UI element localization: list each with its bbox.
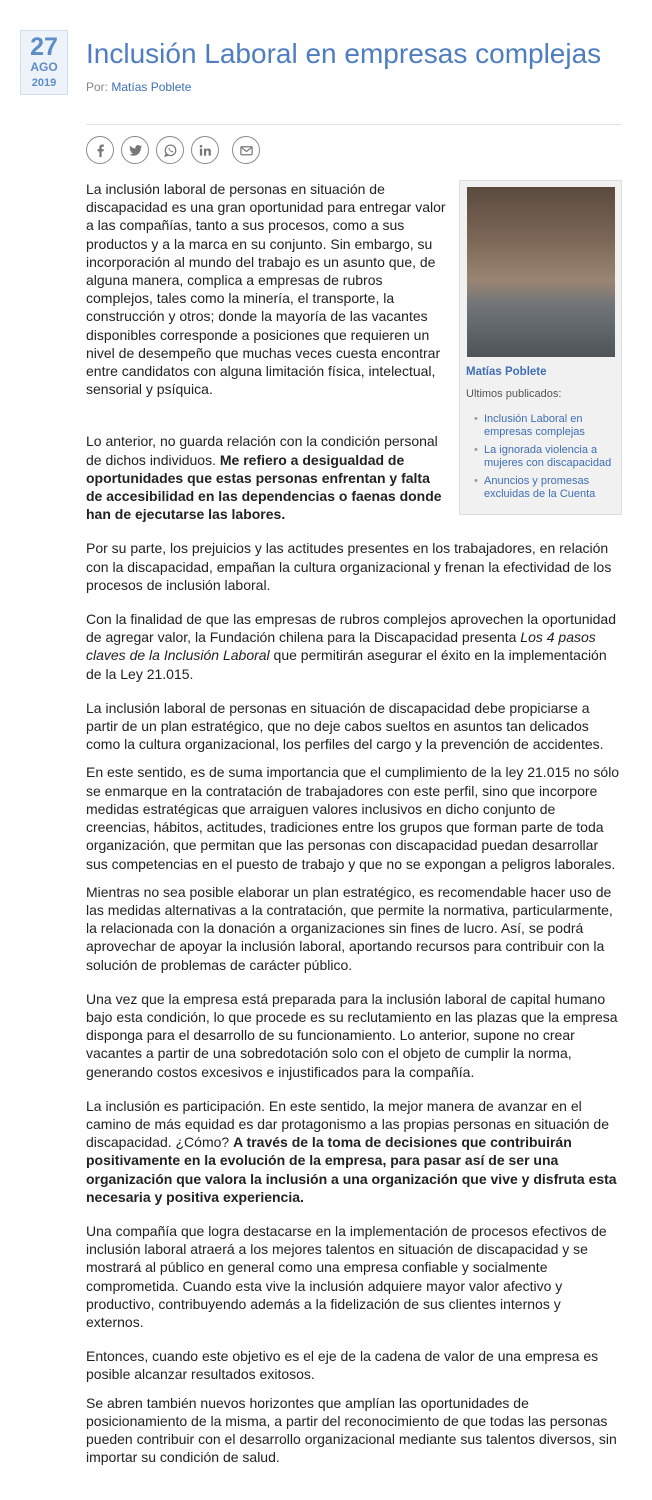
article-title: Inclusión Laboral en empresas complejas <box>86 38 602 69</box>
paragraph-text: Con la finalidad de que las empresas de rubros complejos aprovechen la oportunidad de agregar valor, la Fundación chilena para la Discapacidad presenta <box>86 611 616 646</box>
paragraph-italic: Los 4 pasos claves de la Inclusión Laboral <box>86 629 596 664</box>
paragraph: Mientras no sea posible elaborar un plan estratégico, es recomendable hacer uso de las medidas alternativas a la contratación, que permite la normativa, particularmente, la relacionada con la donación a organizaciones sin fines de lucro. Así, se podrá aprovechar de apoyar la inclusión laboral, aportando recursos para contribuir con la solución de problemas de carácter público. <box>86 883 613 973</box>
paragraph-text: que permitirán asegurar el éxito en la implementación de la Ley 21.015. <box>86 647 607 682</box>
author-posts-list <box>466 413 615 501</box>
linkedin-icon <box>198 143 213 158</box>
author-post-link[interactable]: Anuncios y promesas excluidas de la Cuenta <box>484 475 596 501</box>
linkedin-share-button[interactable] <box>191 136 219 164</box>
paragraph-bold: A través de la toma de decisiones que contribuirán positivamente en la evolución de la empresa, para pasar así de ser una organización que valora la inclusión a una organización que vive y disfruta esta necesaria y positiva experiencia. <box>86 1134 617 1205</box>
paragraph: Se abren también nuevos horizontes que amplían las oportunidades de posicionamiento de la misma, a partir del reconocimiento de que todas las personas pueden contribuir con el desarrollo organizacional mediante sus talentos diversos, sin importar su condición de salud. <box>86 1394 617 1466</box>
byline-prefix: Por: <box>86 80 109 94</box>
date-month: AGO <box>30 60 58 74</box>
email-share-button[interactable] <box>232 136 260 164</box>
facebook-icon <box>93 143 108 158</box>
paragraph <box>86 1097 622 1206</box>
author-box-subtitle: Ultimos publicados: <box>466 388 562 401</box>
divider <box>86 124 622 125</box>
paragraph-text: Lo anterior, no guarda relación con la condición personal de dichos individuos. <box>86 433 438 468</box>
twitter-share-button[interactable] <box>121 136 149 164</box>
email-icon <box>239 143 254 158</box>
paragraph: En este sentido, es de suma importancia que el cumplimiento de la ley 21.015 no sólo se enmarque en la contratación de trabajadores con este perfil, sino que incorpore medidas estratégicas que arraiguen valores inclusivos en dicho conjunto de creencias, hábitos, actitudes, tradiciones entre los grupos que forman parte de toda organización, que permitan que las personas con discapacidad puedan desarrollar sus competencias en el puesto de trabajo y que no se expongan a peligros laborales. <box>86 764 620 872</box>
paragraph: Una vez que la empresa está preparada para la inclusión laboral de capital humano bajo esta condición, lo que procede es su reclutamiento en las plazas que la empresa disponga para el desarrollo de su funcionamiento. Lo anterior, supone no crear vacantes a partir de una sobredotación solo con el objeto de cumplir la norma, generando costos excesivos e injustificados para la compañía. <box>86 990 618 1080</box>
author-photo <box>467 187 615 357</box>
byline-author-link[interactable]: Matías Poblete <box>111 80 192 94</box>
paragraph-text: La inclusión es participación. En este sentido, la mejor manera de avanzar en el camino de más equidad es dar protagonismo a las propias personas en situación de discapacidad. ¿Cómo? <box>86 1097 609 1151</box>
byline <box>86 80 191 94</box>
paragraph: Entonces, cuando este objetivo es el eje de la cadena de valor de una empresa es posible alcanzar resultados exitosos. <box>86 1348 599 1383</box>
author-post-link[interactable]: Inclusión Laboral en empresas complejas <box>484 413 585 439</box>
list-item <box>484 475 615 501</box>
author-post-link[interactable]: La ignorada violencia a mujeres con discapacidad <box>484 444 612 470</box>
date-year: 2019 <box>31 77 57 89</box>
date-badge <box>20 30 68 95</box>
paragraph: La inclusión laboral de personas en situación de discapacidad debe propiciarse a partir de un plan estratégico, que no deje cabos sueltos en asuntos tan delicados como la cultura organizacional, los perfiles del cargo y la prevención de accidentes. <box>86 699 604 753</box>
paragraph: Una compañía que logra destacarse en la implementación de procesos efectivos de inclusión laboral atraerá a los mejores talentos en situación de discapacidad y se mostrará al público en general como una empresa confiable y socialmente comprometida. Cuando esta vive la inclusión adquiere mayor valor afectivo y productivo, contribuyendo además a la fidelización de sus clientes internos y externos. <box>86 1222 607 1330</box>
twitter-icon <box>128 143 143 158</box>
article-body <box>86 180 622 1482</box>
author-box <box>459 180 622 515</box>
paragraph <box>86 610 622 683</box>
list-item <box>484 413 615 439</box>
paragraph-bold: Me refiero a desigualdad de oportunidades que estas personas enfrentan y falta de accesibilidad en las dependencias o faenas donde han de ejecutarse las labores. <box>86 451 442 523</box>
facebook-share-button[interactable] <box>86 136 114 164</box>
whatsapp-share-button[interactable] <box>156 136 184 164</box>
share-bar <box>86 136 260 164</box>
whatsapp-icon <box>163 143 178 158</box>
author-box-name[interactable]: Matías Poblete <box>466 366 547 378</box>
date-day: 27 <box>30 33 58 61</box>
paragraph: Por su parte, los prejuicios y las actitudes presentes en los trabajadores, en relación con la discapacidad, empañan la cultura organizacional y frenan la efectividad de los procesos de inclusión laboral. <box>86 540 612 593</box>
paragraph: La inclusión laboral de personas en situación de discapacidad es una gran oportunidad para entregar valor a las compañías, tanto a sus procesos, como a sus productos y a la marca en su conjunto. Sin embargo, su incorporación al mundo del trabajo es un asunto que, de alguna manera, complica a empresas de rubros complejos, tales como la minería, el transporte, la construcción y otros; donde la mayoría de las vacantes disponibles corresponde a posiciones que requieren un nivel de desempeño que muchas veces cuesta encontrar entre candidatos con alguna limitación física, intelectual, sensorial y psíquica. <box>86 181 446 398</box>
list-item <box>484 444 615 470</box>
